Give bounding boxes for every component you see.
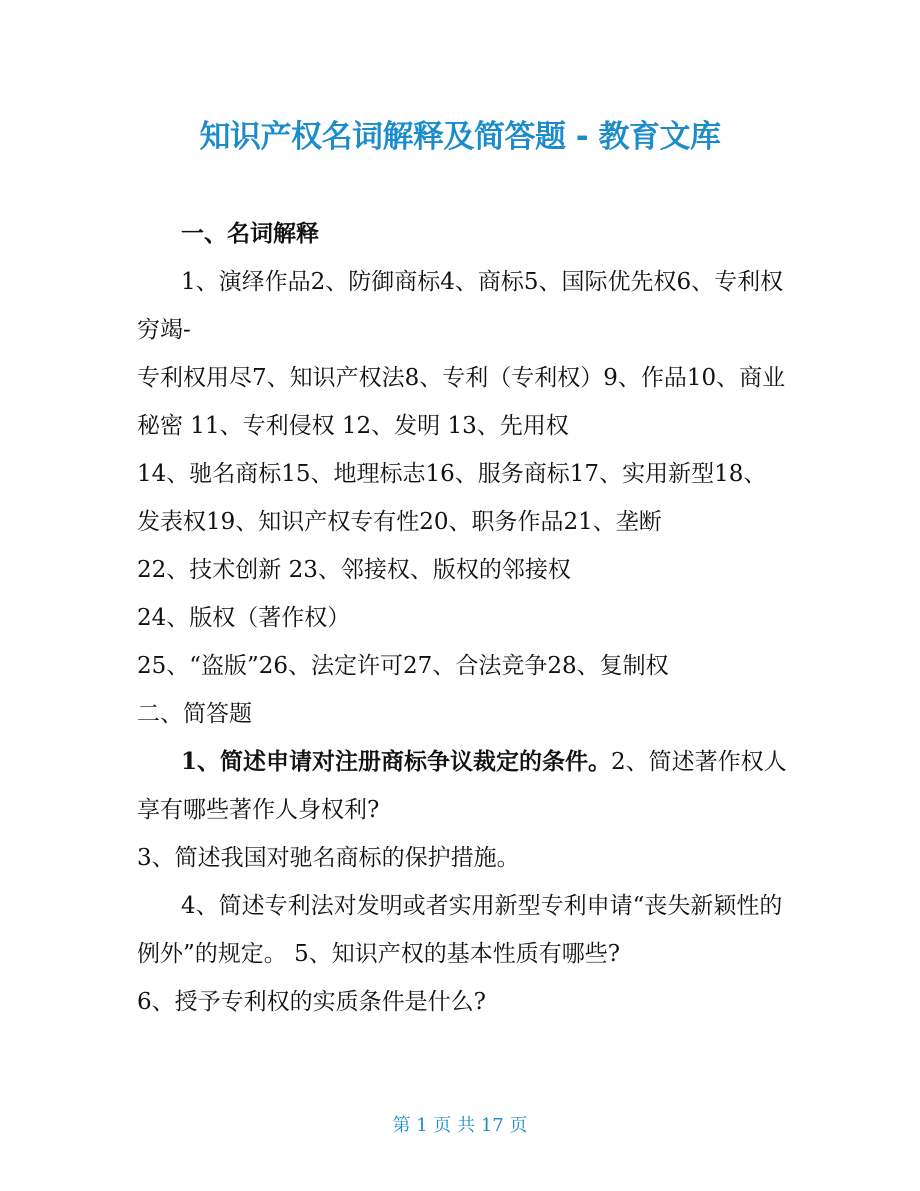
section-heading-short-answer: 二、简答题 (137, 701, 252, 727)
glossary-line-6: 25、“盗版”26、法定许可27、合法竞争28、复制权 (137, 653, 669, 679)
glossary-line-2: 专利权用尽7、知识产权法8、专利（专利权）9、作品10、商业秘密 11、专利侵权 12、发明 13、先用权 (137, 365, 786, 439)
question-6: 6、授予专利权的实质条件是什么? (137, 989, 486, 1015)
page-footer: 第 1 页 共 17 页 (392, 1115, 528, 1136)
question-2: 2、简述著作权人享有哪些著作人身权利? (137, 749, 787, 823)
glossary-line-4: 22、技术创新 23、邻接权、版权的邻接权 (137, 557, 571, 583)
question-1-2 (137, 738, 787, 834)
glossary-line-5: 24、版权（著作权） (137, 605, 351, 631)
question-1: 1、简述申请对注册商标争议裁定的条件。 (181, 748, 612, 775)
question-4-5: 4、简述专利法对发明或者实用新型专利申请“丧失新颖性的例外”的规定。 5、知识产权的基本性质有哪些? (137, 893, 783, 967)
question-3: 3、简述我国对驰名商标的保护措施。 (137, 845, 520, 871)
section-heading-glossary: 一、名词解释 (181, 220, 319, 247)
document-body (137, 210, 787, 1026)
glossary-line-1: 1、演绎作品2、防御商标4、商标5、国际优先权6、专利权穷竭- (137, 269, 784, 343)
document-title: 知识产权名词解释及简答题 - 教育文库 (199, 119, 721, 155)
glossary-line-3: 14、驰名商标15、地理标志16、服务商标17、实用新型18、发表权19、知识产权专有性20、职务作品21、垄断 (137, 461, 767, 535)
